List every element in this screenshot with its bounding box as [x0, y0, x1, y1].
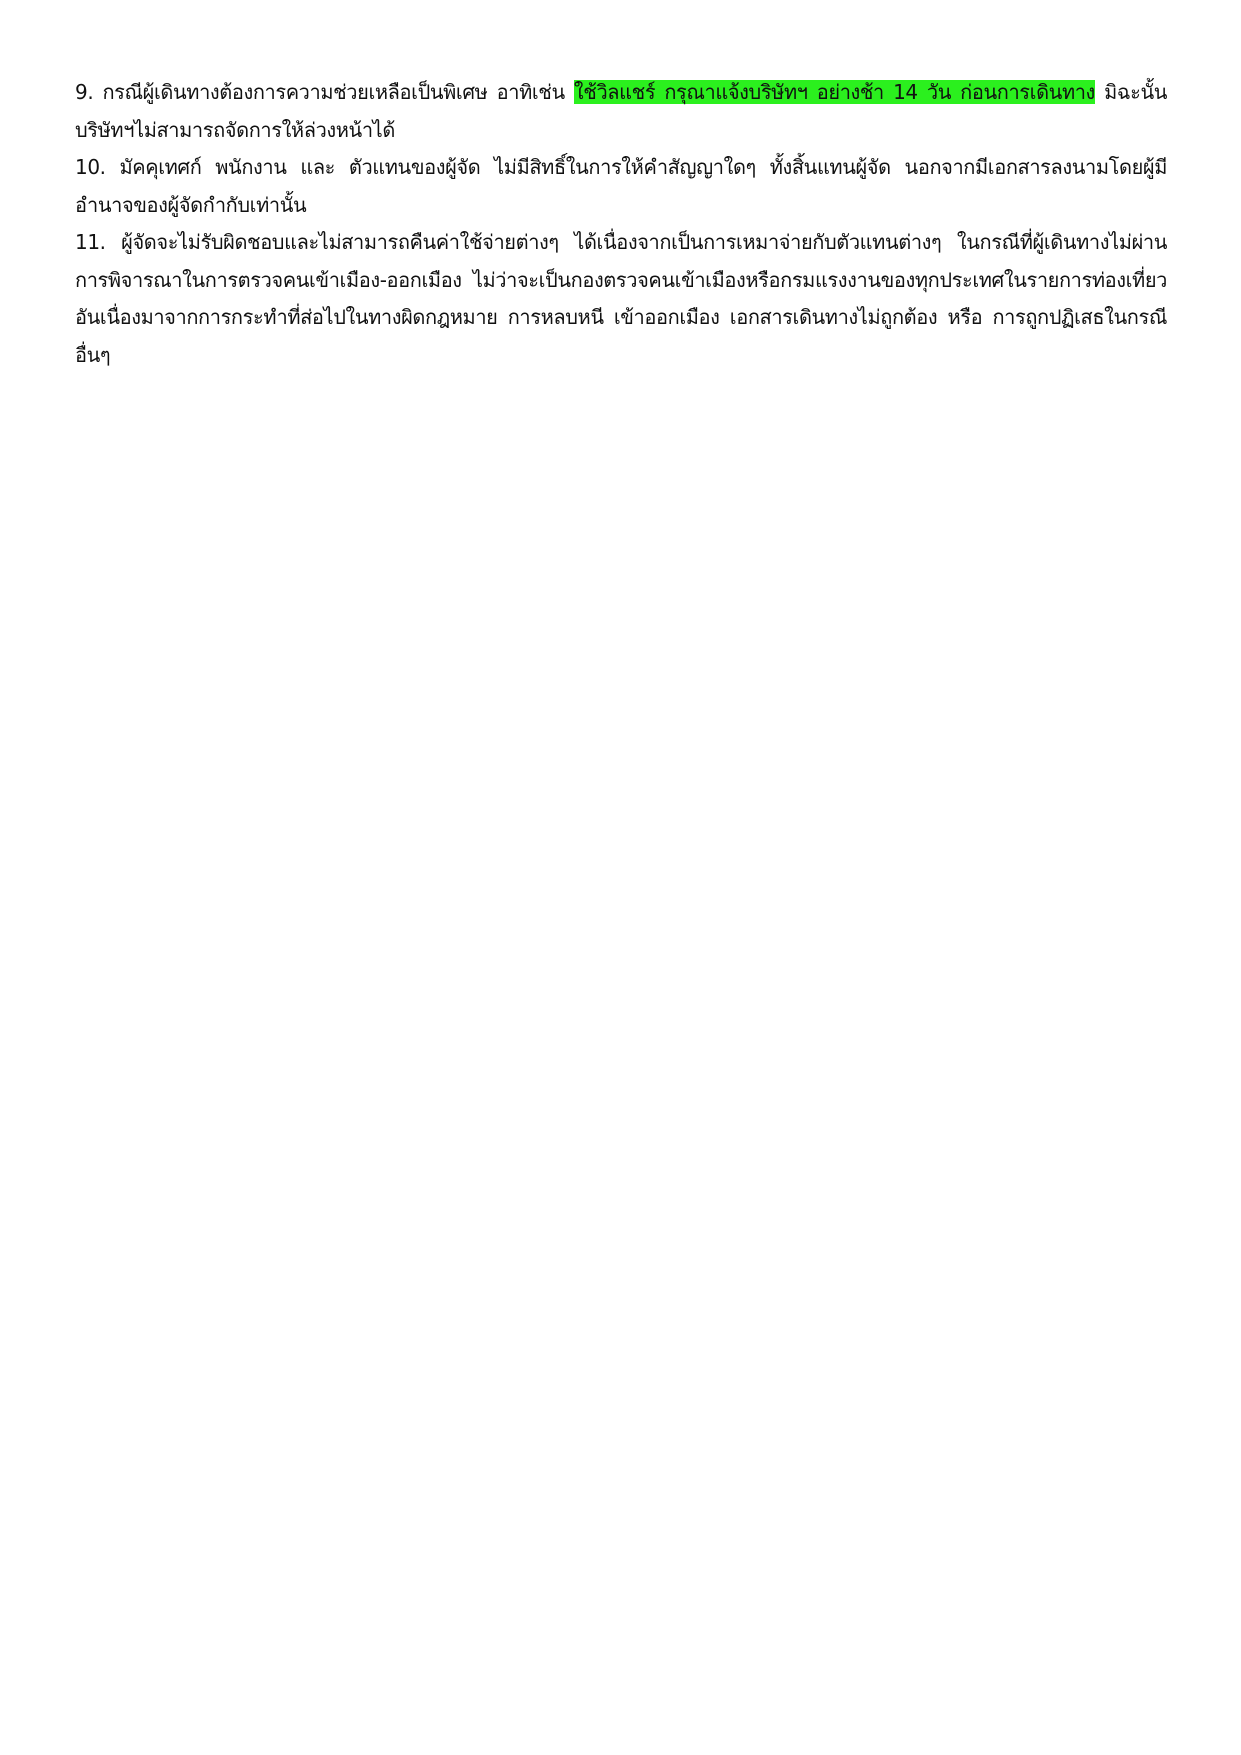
terms-text-block [75, 74, 1167, 374]
term-item-10: 10. มัคคุเทศก์ พนักงาน และ ตัวแทนของผู้จัด ไม่มีสิทธิ์ในการให้คำสัญญาใดๆ ทั้งสิ้นแทนผู้จัด นอกจากมีเอกสารลงนามโดยผู้มีอำนาจของผู้จัดกำกับเท่านั้น [75, 155, 1167, 217]
term-item-11: 11. ผู้จัดจะไม่รับผิดชอบและไม่สามารถคืนค่าใช้จ่ายต่างๆ ได้เนื่องจากเป็นการเหมาจ่ายกับตัวแทนต่างๆ ในกรณีที่ผู้เดินทางไม่ผ่านการพิจารณาในการตรวจคนเข้าเมือง-ออกเมือง ไม่ว่าจะเป็นกองตรวจคนเข้าเมืองหรือกรมแรงงานของทุกประเทศในรายการท่องเที่ยว อันเนื่องมาจากการกระทำที่ส่อไปในทางผิดกฎหมาย การหลบหนี เข้าออกเมือง เอกสารเดินทางไม่ถูกต้อง หรือ การถูกปฏิเสธในกรณีอื่นๆ [75, 230, 1167, 367]
term-item-9-text: 9. กรณีผู้เดินทางต้องการความช่วยเหลือเป็นพิเศษ อาทิเช่น [75, 80, 574, 104]
term-item-9-text-continued: มิฉะนั้น บริษัทฯไม่สามารถจัดการให้ล่วงหน้าได้ [75, 80, 1168, 142]
term-item-9 [75, 74, 1167, 149]
highlighted-text: ใช้วิลแชร์ กรุณาแจ้งบริษัทฯ อย่างช้า 14 วัน ก่อนการเดินทาง [573, 80, 1095, 104]
